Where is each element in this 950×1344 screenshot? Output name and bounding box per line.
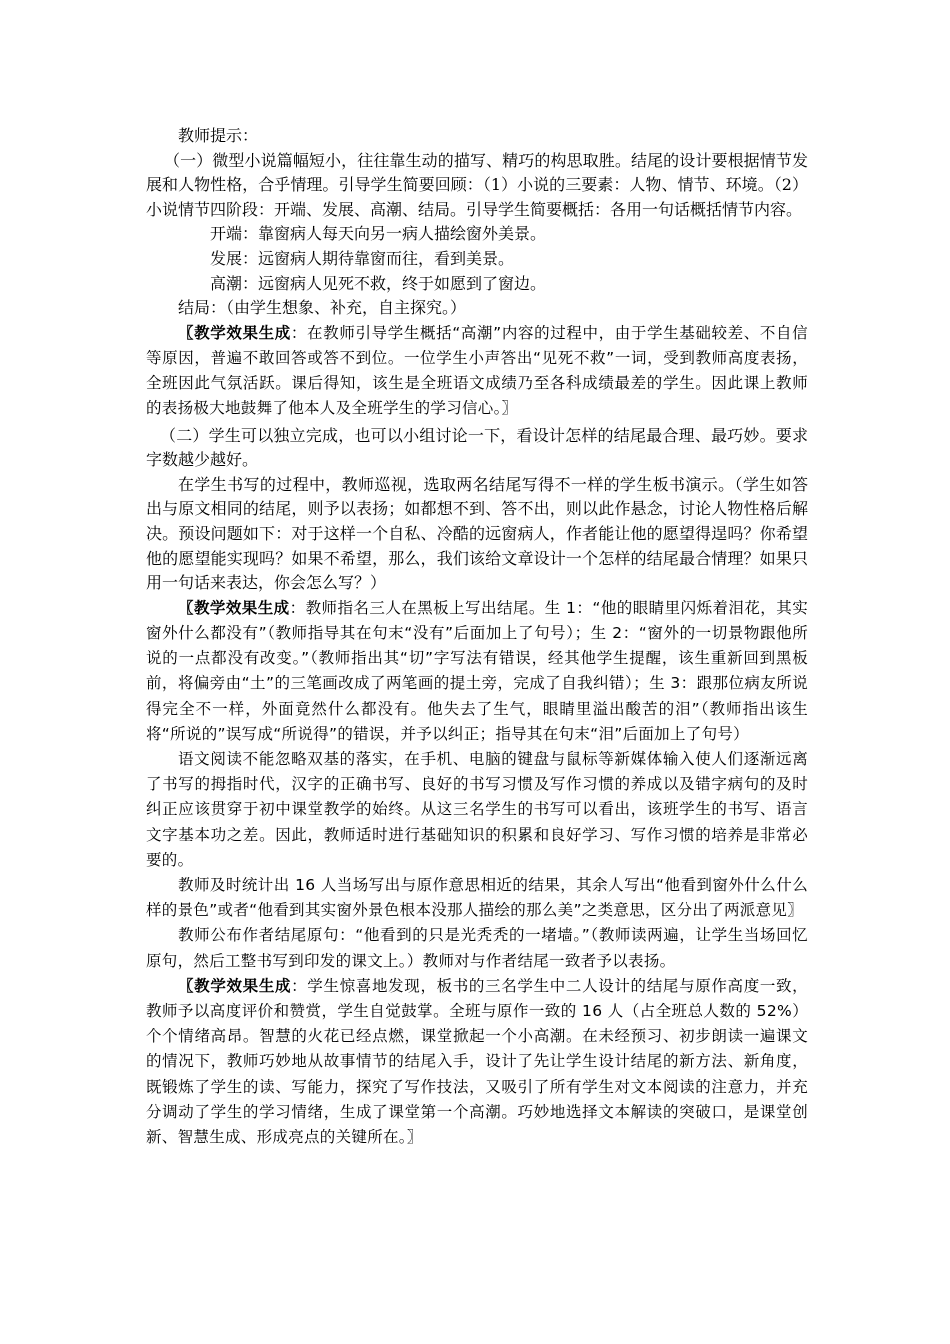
- teaching-effect-label: 〖教学效果生成: [178, 598, 290, 617]
- document-body: [146, 124, 808, 1150]
- reflection-paragraph: 语文阅读不能忽略双基的落实，在手机、电脑的键盘与鼠标等新媒体输入使人们逐渐远离了书写的拇指时代，汉字的正确书写、良好的书写习惯及写作习惯的养成以及错字病句的及时纠正应该贯穿于初中课堂教学的始终。从这三名学生的书写可以看出，该班学生的书写、语言文字基本功之差。因此，教师适时进行基础知识的积累和良好学习、写作习惯的培养是非常必要的。: [146, 749, 808, 869]
- teaching-effect-text: ：在教师引导学生概括“高潮”内容的过程中，由于学生基础较差、不自信等原因，普遍不敢回答或答不到位。一位学生小声答出“见死不救”一词，受到教师高度表扬，全班因此气氛活跃。课后得知，该生是全班语文成绩乃至各科成绩最差的学生。因此课上教师的表扬极大地鼓舞了他本人及全班学生的学习信心。〗: [146, 323, 808, 418]
- part2-intro: （二）学生可以独立完成，也可以小组讨论一下，看设计怎样的结尾最合理、最巧妙。要求字数越少越好。: [146, 425, 808, 470]
- part1-intro: （一）微型小说篇幅短小，往往靠生动的描写、精巧的构思取胜。结尾的设计要根据情节发展和人物性格，合乎情理。引导学生简要回顾：（1）小说的三要素：人物、情节、环境。（2）小说情节四阶段：开端、发展、高潮、结局。引导学生简要概括：各用一句话概括情节内容。: [146, 150, 808, 219]
- stage-ending: 结局：（由学生想象、补充，自主探究。）: [178, 298, 467, 318]
- stats-paragraph: 教师及时统计出 16 人当场写出与原作意思相近的结果，其余人写出“他看到窗外什么什么样的景色”或者“他看到其实窗外景色根本没那人描绘的那么美”之类意思，区分出了两派意见〗: [146, 875, 808, 920]
- teaching-effect-text: ：教师指名三人在黑板上写出结尾。生 1：“他的眼睛里闪烁着泪花，其实窗外什么都没有”（教师指导其在句末“没有”后面加上了句号）；生 2：“窗外的一切景物跟他所说的一点都没有改变。”（教师指出其“切”字写法有错误，经其他学生提醒，该生重新回到黑板前，将偏旁由“土”的三笔画改成了两笔画的提土旁，完成了自我纠错）；生 3：跟那位病友所说得完全不一样，外面竟然什么都没有。他失去了生气，眼睛里溢出酸苦的泪”（教师指出该生将“所说的”误写成“所说得”的错误，并予以纠正；指导其在句末“泪”后面加上了句号）: [146, 598, 808, 743]
- teaching-effect-label: 〖教学效果生成: [178, 323, 291, 342]
- stage-development: 发展：远窗病人期待靠窗而往，看到美景。: [210, 248, 515, 268]
- stage-opening: 开端：靠窗病人每天向另一病人描绘窗外美景。: [210, 224, 547, 244]
- teaching-effect-label: 〖教学效果生成: [178, 976, 292, 995]
- stage-climax: 高潮：远窗病人见死不救，终于如愿到了窗边。: [210, 273, 547, 293]
- part2-process: 在学生书写的过程中，教师巡视，选取两名结尾写得不一样的学生板书演示。（学生如答出与原文相同的结尾，则予以表扬；如都想不到、答不出，则以此作悬念，讨论人物性格后解决。预设问题如下：对于这样一个自私、冷酷的远窗病人，作者能让他的愿望得逞吗？你希望他的愿望能实现吗？如果不希望，那么，我们该给文章设计一个怎样的结尾最合情理？如果只用一句话来表达，你会怎么写？）: [146, 474, 808, 593]
- teaching-effect-3: [146, 974, 808, 1150]
- teaching-effect-1: [146, 321, 808, 422]
- teaching-effect-2: [146, 596, 808, 747]
- reveal-paragraph: 教师公布作者结尾原句：“他看到的只是光秃秃的一堵墙。”（教师读两遍，让学生当场回忆原句，然后工整书写到印发的课文上。）教师对与作者结尾一致者予以表扬。: [146, 926, 808, 970]
- heading: 教师提示：: [178, 126, 259, 145]
- teaching-effect-text: ：学生惊喜地发现，板书的三名学生中二人设计的结尾与原作高度一致，教师予以高度评价和赞赏，学生自觉鼓掌。全班与原作一致的 16 人（占全班总人数的 52%）个个情绪高昂。智慧的火花已经点燃，课堂掀起一个小高潮。在未经预习、初步朗读一遍课文的情况下，教师巧妙地从故事情节的结尾入手，设计了先让学生设计结尾的新方法、新角度，既锻炼了学生的读、写能力，探究了写作技法，又吸引了所有学生对文本阅读的注意力，并充分调动了学生的学习情绪，生成了课堂第一个高潮。巧妙地选择文本解读的突破口，是课堂创新、智慧生成、形成亮点的关键所在。〗: [146, 976, 808, 1146]
